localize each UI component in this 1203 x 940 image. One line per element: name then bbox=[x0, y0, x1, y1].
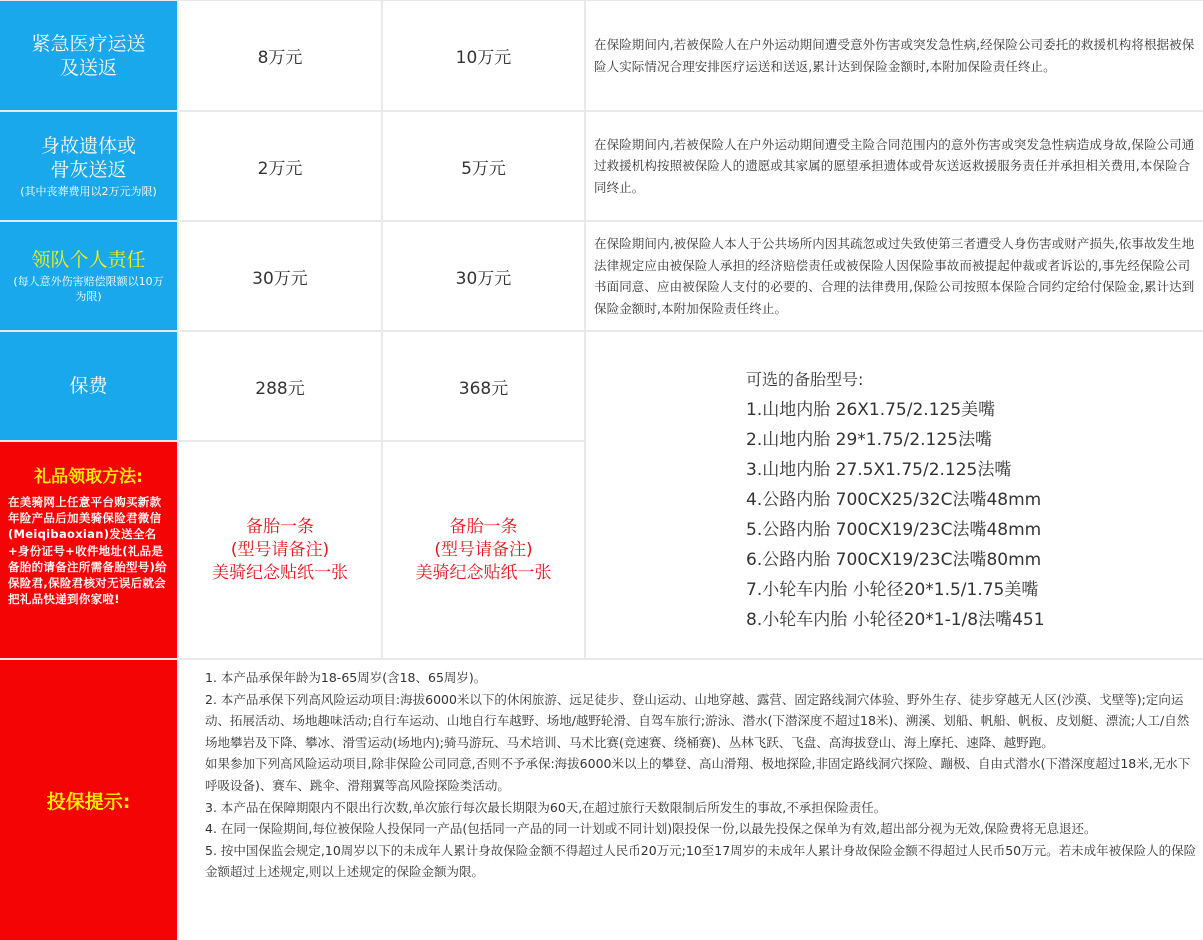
coverage-description-text: 在保险期间内,若被保险人在户外运动期间遭受主险合同范围内的意外伤害或突发急性病造成身故,保险公司通过救援机构按照被保险人的遗愿或其家属的愿望承担遗体或骨灰送返救援服务责任并承担相关费用,本保险合同终止。 bbox=[594, 136, 1195, 195]
tip-item: 1. 本产品承保年龄为18-65周岁(含18、65周岁)。 bbox=[205, 670, 487, 685]
tip-item: 2. 本产品承保下列高风险运动项目:海拔6000米以下的休闲旅游、远足徒步、登山运动、山地穿越、露营、固定路线洞穴体验、野外生存、徒步穿越无人区(沙漠、戈壁等);定向运动、拓展活动、场地趣味活动;自行车运动、山地自行车越野、场地/越野轮滑、自驾车旅行;游泳、潜水(下潜深度不超过18米)、溯溪、划船、帆船、帆板、皮划艇、漂流;人工/自然场地攀岩及下降、攀冰、滑雪运动(场地内);骑马游玩、马术培训、马术比赛(竞速赛、绕桶赛)、丛林飞跃、飞盘、高海拔登山、海上摩托、速降、越野跑。 bbox=[205, 691, 1190, 750]
coverage-description bbox=[586, 1, 1203, 110]
plan-b-value: 10万元 bbox=[383, 1, 584, 110]
tip-item: 如果参加下列高风险运动项目,除非保险公司同意,否则不予承保:海拔6000米以上的攀登、高山滑翔、极地探险,非固定路线洞穴探险、蹦极、自由式潜水(下潜深度超过18米,无水下呼吸设备)、赛车、跳伞、滑翔翼等高风险探险类活动。 bbox=[205, 756, 1191, 793]
plan-b-value: 5万元 bbox=[383, 112, 584, 220]
label-line: 及送返 bbox=[59, 56, 117, 79]
label-note: (每人意外伤害赔偿限额以10万为限) bbox=[13, 275, 164, 303]
gift-plan-b bbox=[383, 442, 584, 658]
gift-line: 备胎一条 bbox=[449, 516, 518, 537]
coverage-description bbox=[586, 222, 1203, 330]
plan-a-value: 2万元 bbox=[179, 112, 381, 220]
label-line: 紧急医疗运送 bbox=[31, 32, 146, 55]
coverage-description bbox=[586, 112, 1203, 220]
label-note: (其中丧葬费用以2万元为限) bbox=[20, 184, 157, 198]
gift-plan-a bbox=[179, 442, 381, 658]
gift-line: 美骑纪念贴纸一张 bbox=[415, 562, 552, 583]
gift-line: (型号请备注) bbox=[434, 539, 533, 560]
insurance-tips-label bbox=[0, 660, 177, 940]
tire-item: 2.山地内胎 29*1.75/2.125法嘴 bbox=[746, 430, 993, 450]
gift-instructions: 在美骑网上任意平台购买新款年险产品后加美骑保险君微信(Meiqibaoxian)发送全名+身份证号+收件地址(礼品是备胎的请备注所需备胎型号)给保险君,保险君核对无误后就会把礼品快递到你家啦! bbox=[8, 495, 167, 607]
spare-tire-list bbox=[586, 332, 1203, 658]
tire-item: 4.公路内胎 700CX25/32C法嘴48mm bbox=[746, 490, 1042, 510]
insurance-tips-list bbox=[179, 660, 1203, 940]
gift-line: 备胎一条 bbox=[246, 516, 314, 537]
gift-claim-method bbox=[0, 442, 177, 658]
premium-plan-a: 288元 bbox=[179, 332, 381, 440]
row-label-premium bbox=[0, 332, 177, 440]
gift-line: (型号请备注) bbox=[230, 539, 330, 560]
label-line: 骨灰送返 bbox=[50, 158, 127, 181]
label-line: 身故遗体或 bbox=[40, 134, 136, 157]
tire-item: 8.小轮车内胎 小轮径20*1-1/8法嘴451 bbox=[746, 610, 1045, 630]
tire-item: 5.公路内胎 700CX19/23C法嘴48mm bbox=[746, 520, 1042, 540]
gift-title: 礼品领取方法: bbox=[34, 467, 143, 487]
gift-line: 美骑纪念贴纸一张 bbox=[212, 562, 348, 583]
tire-list-heading: 可选的备胎型号: bbox=[746, 370, 864, 389]
tip-item: 4. 在同一保险期间,每位被保险人投保同一产品(包括同一产品的同一计划或不同计划)限投保一份,以最先投保之保单为有效,超出部分视为无效,保险费将无息退还。 bbox=[205, 821, 1097, 837]
coverage-description-text: 在保险期间内,被保险人本人于公共场所内因其疏忽或过失致使第三者遭受人身伤害或财产损失,依事故发生地法律规定应由被保险人承担的经济赔偿责任或被保险人因保险事故而被提起仲裁或者诉讼的,事先经保险公司书面同意、应由被保险人支付的必要的、合理的法律费用,保险公司按照本保险合同约定给付保险金,累计达到保险金额时,本附加保险责任终止。 bbox=[594, 236, 1195, 316]
tire-item: 7.小轮车内胎 小轮径20*1.5/1.75美嘴 bbox=[746, 580, 1039, 600]
premium-plan-b: 368元 bbox=[383, 332, 584, 440]
row-label-medical-transport bbox=[0, 1, 177, 110]
row-label-remains-repatriation bbox=[0, 112, 177, 220]
tire-item: 1.山地内胎 26X1.75/2.125美嘴 bbox=[746, 400, 996, 420]
tips-title: 投保提示: bbox=[46, 790, 131, 813]
label-line: 领队个人责任 bbox=[31, 249, 146, 271]
coverage-description-text: 在保险期间内,若被保险人在户外运动期间遭受意外伤害或突发急性病,经保险公司委托的救援机构将根据被保险人实际情况合理安排医疗运送和送返,累计达到保险金额时,本附加保险责任终止。 bbox=[594, 37, 1195, 74]
tire-item: 6.公路内胎 700CX19/23C法嘴80mm bbox=[746, 550, 1042, 570]
plan-b-value: 30万元 bbox=[383, 222, 584, 330]
tip-item: 5. 按中国保监会规定,10周岁以下的未成年人累计身故保险金额不得超过人民币20万元;10至17周岁的未成年人累计身故保险金额不得超过人民币50万元。若未成年被保险人的保险金额超过上述规定,则以上述规定的保险金额为限。 bbox=[205, 842, 1197, 880]
tip-item: 3. 本产品在保障期限内不限出行次数,单次旅行每次最长期限为60天,在超过旅行天数限制后所发生的事故,不承担保险责任。 bbox=[205, 799, 887, 815]
label-line: 保费 bbox=[69, 375, 108, 397]
plan-a-value: 8万元 bbox=[179, 1, 381, 110]
row-label-leader-liability bbox=[0, 222, 177, 330]
plan-a-value: 30万元 bbox=[179, 222, 381, 330]
tire-item: 3.山地内胎 27.5X1.75/2.125法嘴 bbox=[746, 460, 1012, 480]
